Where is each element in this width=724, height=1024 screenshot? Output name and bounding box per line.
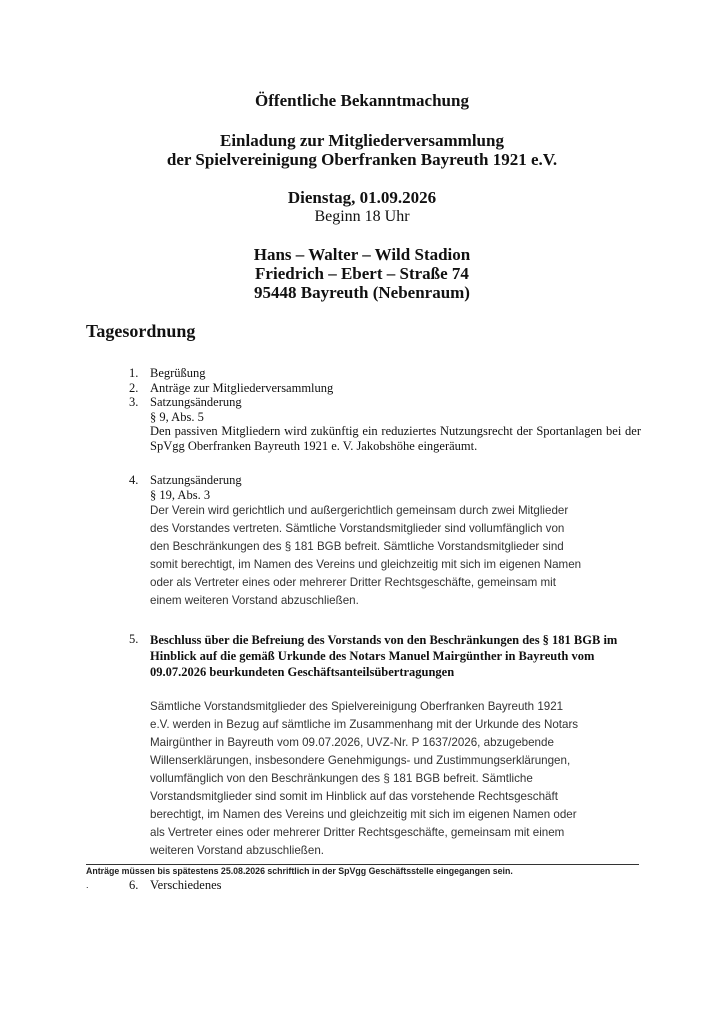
agenda-item-line: Sämtliche Vorstandsmitglieder des Spielvereinigung Oberfranken Bayreuth 1921 xyxy=(150,700,564,713)
venue-line-1: Hans – Walter – Wild Stadion xyxy=(253,245,471,264)
invitation-line-2: der Spielvereinigung Oberfranken Bayreuth 1921 e.V. xyxy=(166,150,558,169)
agenda-item-title: Verschiedenes xyxy=(150,878,222,892)
agenda-item-line: Willenserklärungen, insbesondere Genehmigungs- und Zustimmungserklärungen, xyxy=(150,754,571,767)
agenda-item-title-line: Beschluss über die Befreiung des Vorstands von den Beschränkungen des § 181 BGB im xyxy=(150,633,618,647)
invitation-line-1: Einladung zur Mitgliederversammlung xyxy=(220,131,504,150)
agenda-item-1 xyxy=(111,366,641,381)
agenda-item-title-line: 09.07.2026 beurkundeten Geschäftsanteilsübertragungen xyxy=(150,665,455,679)
meeting-start-time: Beginn 18 Uhr xyxy=(314,208,410,225)
agenda-item-number: 6. xyxy=(129,878,139,892)
page-title: Öffentliche Bekanntmachung xyxy=(255,91,469,110)
footer-dot: . xyxy=(86,880,89,890)
meeting-date: Dienstag, 01.09.2026 xyxy=(287,188,437,207)
agenda-item-line: oder als Vertreter eines oder mehrerer Dritter Rechtsgeschäfte, gemeinsam mit xyxy=(150,576,556,589)
agenda-heading: Tagesordnung xyxy=(86,321,196,341)
agenda-item-reference: § 19, Abs. 3 xyxy=(150,487,211,502)
agenda-item-number: 2. xyxy=(129,380,139,395)
invitation-heading xyxy=(0,131,724,169)
footer-note: Anträge müssen bis spätestens 25.08.2026 schriftlich in der SpVgg Geschäftsstelle eingegangen sein. xyxy=(86,866,513,876)
agenda-item-line: als Vertreter eines oder mehrerer Dritter Rechtsgeschäfte, gemeinsam mit einem xyxy=(150,826,565,839)
agenda-item-line: Vorstandsmitglieder sind somit im Hinblick auf das vorstehende Rechtsgeschäft xyxy=(150,790,558,803)
agenda-item-line: den Beschränkungen des § 181 BGB befreit. Sämtliche Vorstandsmitglieder sind xyxy=(150,540,564,553)
agenda-item-title: Begrüßung xyxy=(150,366,206,380)
agenda-item-title: Satzungsänderung xyxy=(150,395,242,409)
agenda-item-number: 5. xyxy=(129,632,139,646)
footer-divider xyxy=(86,864,639,865)
agenda-item-line: des Vorstandes vertreten. Sämtliche Vorstandsmitglieder sind vollumfänglich von xyxy=(150,522,565,535)
agenda-item-title: Anträge zur Mitgliederversammlung xyxy=(150,380,334,395)
venue-line-3: 95448 Bayreuth (Nebenraum) xyxy=(254,283,470,302)
meeting-date-block xyxy=(0,188,724,226)
agenda-item-line: Der Verein wird gerichtlich und außergerichtlich gemeinsam durch zwei Mitglieder xyxy=(150,504,569,517)
agenda-item-line: vollumfänglich von den Beschränkungen des § 181 BGB befreit. Sämtliche xyxy=(150,772,533,785)
agenda-item-line: somit berechtigt, im Namen des Vereins und gleichzeitig mit sich im eigenen Namen xyxy=(150,558,582,571)
agenda-list xyxy=(111,366,641,893)
agenda-item-2 xyxy=(111,381,641,396)
agenda-item-6 xyxy=(111,878,641,893)
agenda-item-number: 4. xyxy=(129,473,139,487)
agenda-item-4 xyxy=(111,473,641,610)
agenda-item-line: e.V. werden in Bezug auf sämtliche im Zusammenhang mit der Urkunde des Notars xyxy=(150,718,579,731)
agenda-item-title: Satzungsänderung xyxy=(150,473,242,487)
agenda-item-line: Mairgünther in Bayreuth vom 09.07.2026, UVZ-Nr. P 1637/2026, abzugebende xyxy=(150,736,554,749)
agenda-item-line: einem weiteren Vorstand abzuschließen. xyxy=(150,594,359,607)
agenda-item-description: Den passiven Mitgliedern wird zukünftig ein reduziertes Nutzungsrecht der Sportanlagen bei der SpVgg Oberfranken Bayreuth 1921 e. V. Jakobshöhe eingeräumt. xyxy=(150,424,641,453)
agenda-item-number: 3. xyxy=(129,395,139,409)
venue-line-2: Friedrich – Ebert – Straße 74 xyxy=(255,264,469,283)
agenda-item-reference: § 9, Abs. 5 xyxy=(150,409,204,424)
agenda-item-line: weiteren Vorstand abzuschließen. xyxy=(150,844,325,857)
agenda-item-number: 1. xyxy=(129,366,139,380)
venue-block xyxy=(0,245,724,302)
agenda-item-title-line: Hinblick auf die gemäß Urkunde des Notars Manuel Mairgünther in Bayreuth vom xyxy=(150,649,595,663)
agenda-item-5 xyxy=(111,632,641,860)
agenda-item-3 xyxy=(111,395,641,453)
agenda-item-line: berechtigt, im Namen des Vereins und gleichzeitig mit sich im eigenen Namen oder xyxy=(150,808,577,821)
